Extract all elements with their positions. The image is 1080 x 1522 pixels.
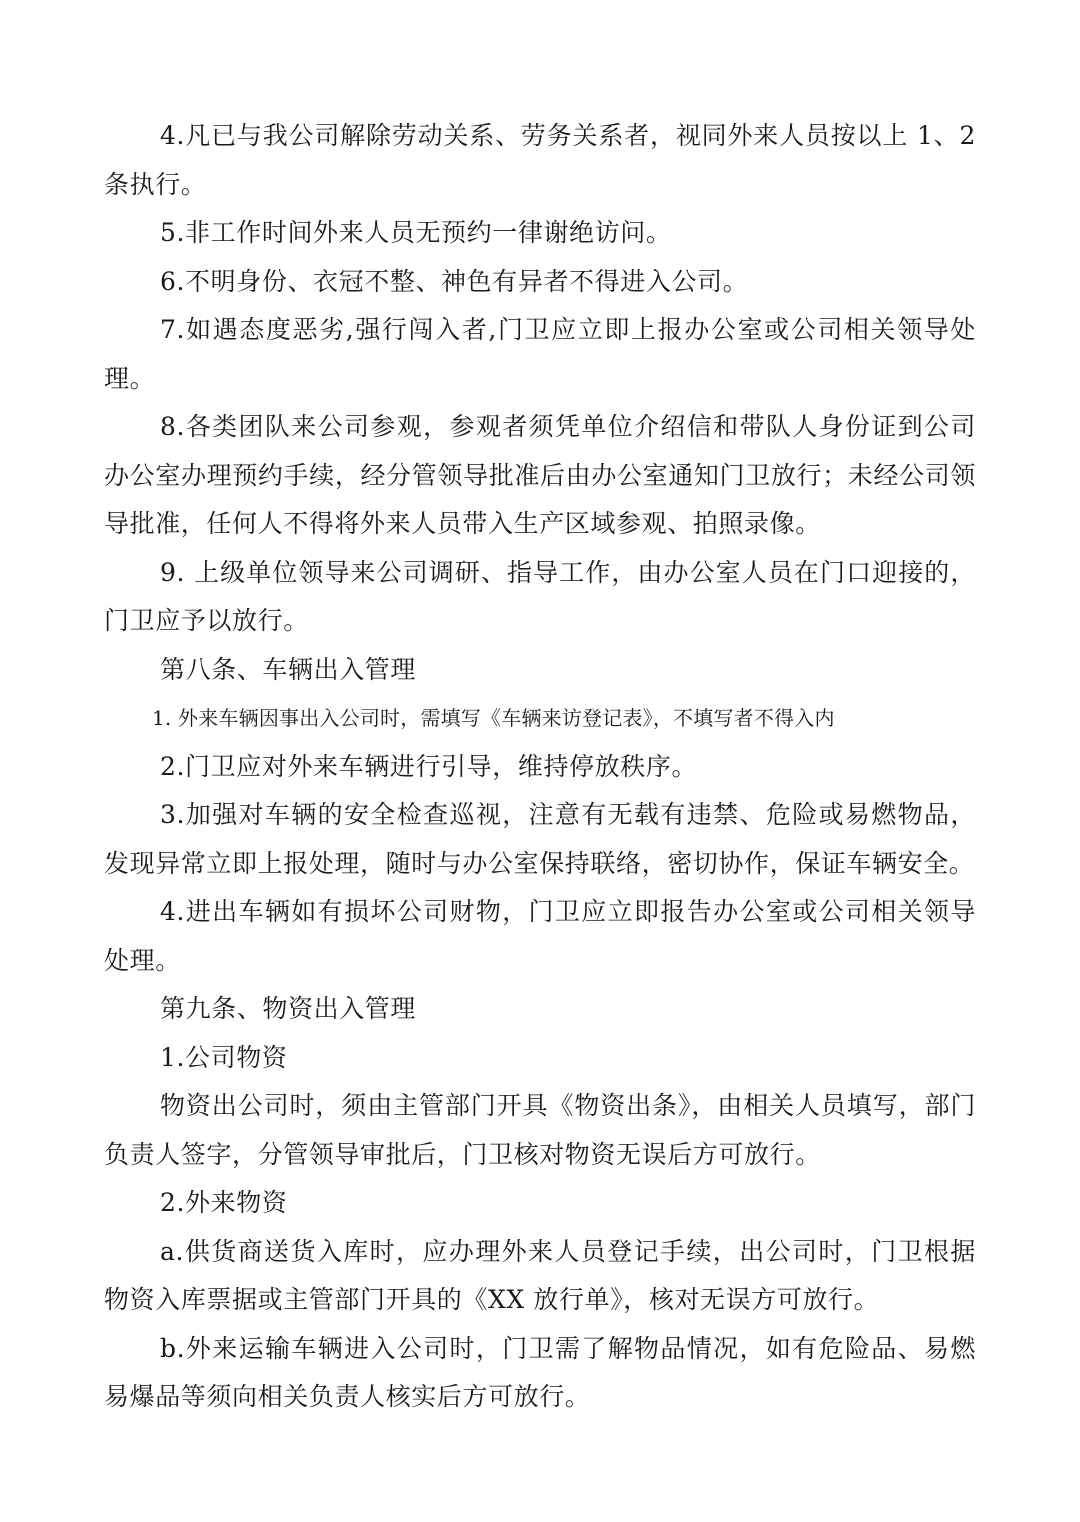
clause-7-forced-entry: 7.如遇态度恶劣,强行闯入者,门卫应立即上报办公室或公司相关领导处理。 (104, 315, 976, 393)
article-9-heading: 第九条、物资出入管理 (160, 994, 417, 1023)
document-body (104, 112, 976, 1422)
clause-4-former-staff: 4.凡已与我公司解除劳动关系、劳务关系者，视同外来人员按以上 1、2 条执行。 (104, 121, 976, 199)
clause-8-group-visits: 8.各类团队来公司参观，参观者须凭单位介绍信和带队人身份证到公司办公室办理预约手续，经分管领导批准后由办公室通知门卫放行；未经公司领导批准，任何人不得将外来人员带入生产区域参观、拍照录像。 (104, 412, 976, 538)
materials-external-b: b.外来运输车辆进入公司时，门卫需了解物品情况，如有危险品、易燃易爆品等须向相关负责人核实后方可放行。 (104, 1333, 976, 1411)
clause-6-identity: 6.不明身份、衣冠不整、神色有异者不得进入公司。 (160, 266, 749, 296)
vehicle-clause-2: 2.门卫应对外来车辆进行引导，维持停放秩序。 (160, 751, 698, 781)
clause-9-superior-visits: 9. 上级单位领导来公司调研、指导工作，由办公室人员在门口迎接的，门卫应予以放行。 (104, 557, 976, 635)
materials-company-text: 物资出公司时，须由主管部门开具《物资出条》，由相关人员填写，部门负责人签字，分管领导审批后，门卫核对物资无误后方可放行。 (104, 1091, 976, 1169)
materials-external-a: a.供货商送货入库时，应办理外来人员登记手续，出公司时，门卫根据物资入库票据或主管部门开具的《XX 放行单》，核对无误方可放行。 (104, 1236, 976, 1314)
vehicle-clause-3: 3.加强对车辆的安全检查巡视，注意有无载有违禁、危险或易燃物品，发现异常立即上报处理，随时与办公室保持联络，密切协作，保证车辆安全。 (104, 800, 976, 878)
clause-5-off-hours: 5.非工作时间外来人员无预约一律谢绝访问。 (160, 218, 672, 247)
vehicle-clause-4: 4.进出车辆如有损坏公司财物，门卫应立即报告办公室或公司相关领导处理。 (104, 897, 976, 975)
materials-company-heading: 1.公司物资 (160, 1042, 288, 1072)
materials-external-heading: 2.外来物资 (160, 1188, 288, 1217)
article-8-heading: 第八条、车辆出入管理 (160, 654, 417, 684)
vehicle-clause-1: 1. 外来车辆因事出入公司时，需填写《车辆来访登记表》，不填写者不得入内 (152, 706, 835, 730)
